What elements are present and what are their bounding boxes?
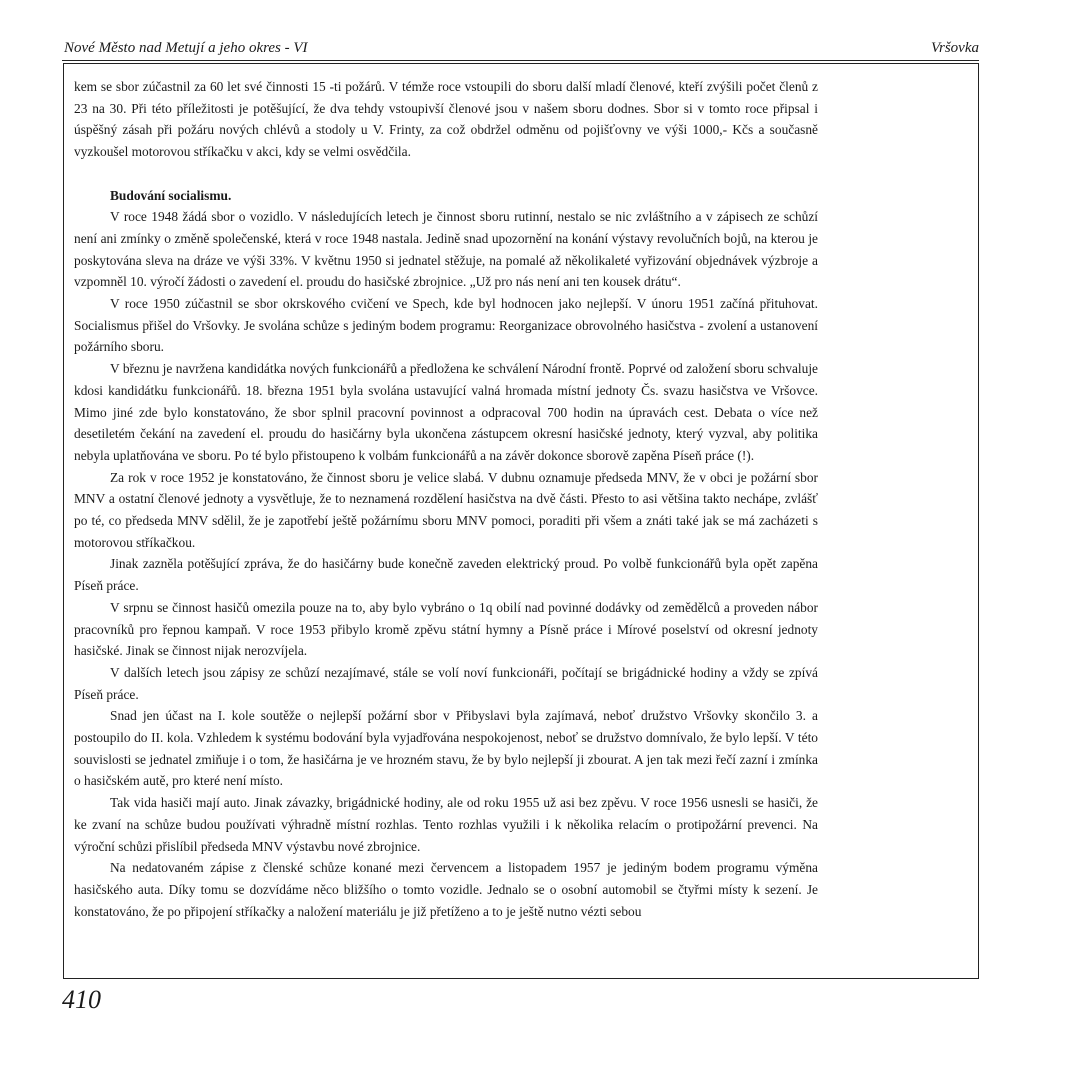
paragraph: V dalších letech jsou zápisy ze schůzí nezajímavé, stále se volí noví funkcionáři, počítají se brigádnické hodiny a vždy se zpívá Píseň práce.: [74, 664, 818, 702]
paragraph: V roce 1948 žádá sbor o vozidlo. V následujících letech je činnost sboru rutinní, nestalo se nic zvláštního a v zápisech ze schůzí není ani zmínky o změně společenské, která v roce 1948 nastala. Jedině snad upozornění na konání výstavy revolučních bojů, na kterou je poskytována sleva na dráze ve výši 33%. V květnu 1950 si jednatel stěžuje, na pomalé až několikaleté vyřizování objednávek výzbroje a vzpomněl 10. výročí žádosti o zavedení el. proudu do hasičské zbrojnice. „Už pro nás není ani ten kousek drátu“.: [74, 209, 818, 290]
page-number: 410: [62, 985, 101, 1014]
paragraph: Za rok v roce 1952 je konstatováno, že činnost sboru je velice slabá. V dubnu oznamuje předseda MNV, že v obci je požární sbor MNV a ostatní členové jednoty a vysvětluje, že to neznamená rozdělení hasičstva na dvě části. Přesto to asi většina takto nechápe, zvlášť po té, co předseda MNV sdělil, že je zapotřebí ještě požárnímu sboru MNV pomoci, poraditi při všem a znáti také jak se má zacházeti s motorovou stříkačkou.: [74, 469, 818, 550]
text-frame: [63, 63, 979, 979]
paragraph: V srpnu se činnost hasičů omezila pouze na to, aby bylo vybráno o 1q obilí nad povinné dodávky od zemědělců a proveden nábor pracovníků pro řepnou kampaň. V roce 1953 přibylo kromě zpěvu státní hymny a Písně práce i Mírové poselství od okresní jednoty hasičské. Jinak se činnost nijak nerozvíjela.: [74, 599, 818, 659]
body-text: [74, 76, 818, 922]
paragraph-gap: [74, 163, 818, 185]
header-rule: [62, 60, 979, 61]
paragraph: Tak vida hasiči mají auto. Jinak závazky, brigádnické hodiny, ale od roku 1955 už asi bez zpěvu. V roce 1956 usnesli se hasiči, že ke zvaní na schůze budou používati výhradně místní rozhlas. Tento rozhlas využili i k několika relacím o protipožární prevenci. Na výroční schůzi přislíbil předseda MNV výstavbu nové zbrojnice.: [74, 795, 818, 854]
paragraph: kem se sbor zúčastnil za 60 let své činnosti 15 -ti požárů. V témže roce vstoupili do sboru další mladí členové, kteří zvýšili počet členů z 23 na 30. Při této příležitosti je potěšující, že dva tehdy vstoupivší členové jsou v našem sboru dodnes. Sbor si v tomto roce připsal i úspěšný zásah při požáru nových chlévů a stodoly u V. Frinty, za což obdržel odměnu od pojišťovny ve výši 1000,- Kčs a současně vyzkoušel motorovou stříkačku v akci, kdy se velmi osvědčila.: [74, 79, 818, 160]
section-title: Vršovka: [930, 40, 979, 56]
paragraph: Snad jen účast na I. kole soutěže o nejlepší požární sbor v Přibyslavi byla zajímavá, neboť družstvo Vršovky skončilo 3. a postoupilo do II. kola. Vzhledem k systému bodování byla vyjadřována nespokojenost, neboť se družstvo domnívalo, že bylo lepší. V této souvislosti se jednatel zmiňuje i o tom, že hasičárna je ve hrozném stavu, že by bylo nejlepší ji zbourat. A jen tak mezi řečí zazní i zmínka o hasičském autě, pro které není místo.: [74, 708, 818, 789]
paragraph: V roce 1950 zúčastnil se sbor okrskového cvičení ve Spech, kde byl hodnocen jako nejlepší. V únoru 1951 začíná přituhovat. Socialismus přišel do Vršovky. Je svolána schůze s jediným bodem programu: Reorganizace obrovolného hasičstva - zvolení a ustanovení požárního sboru.: [74, 296, 818, 355]
running-header: [62, 38, 979, 60]
paragraph: V březnu je navržena kandidátka nových funkcionářů a předložena ke schválení Národní frontě. Poprvé od založení sboru schvaluje kdosi kandidátku funkcionářů. 18. března 1951 byla svolána ustavující valná hromada místní jednoty Čs. svazu hasičstva ve Vršovce. Mimo jiné zde bylo konstatováno, že sbor splnil pracovní povinnost a odpracoval 700 hodin na úpravách cest. Debata o více než desetiletém čekání na zavedení el. proudu do hasičárny byla ukončena zástupcem okresní hasičské jednoty, který vyzval, aby politika nebyla uplatňována ve sboru. Po té bylo přistoupeno k volbám funkcionářů a na závěr dokonce sborově zapěna Píseň práce (!).: [74, 361, 818, 463]
section-heading: Budování socialismu.: [110, 187, 232, 203]
paragraph: Na nedatovaném zápise z členské schůze konané mezi červencem a listopadem 1957 je jediným bodem programu výměna hasičského auta. Díky tomu se dozvídáme něco bližšího o tomto vozidle. Jednalo se o osobní automobil se čtyřmi místy k sezení. Je konstatováno, že po připojení stříkačky a naložení materiálu je již přetíženo a to je ještě nutno vézti sebou: [74, 860, 818, 919]
paragraph: Jinak zazněla potěšující zpráva, že do hasičárny bude konečně zaveden elektrický proud. Po volbě funkcionářů byla opět zapěna Píseň práce.: [74, 556, 818, 594]
book-title: Nové Město nad Metují a jeho okres - VI: [64, 40, 308, 56]
